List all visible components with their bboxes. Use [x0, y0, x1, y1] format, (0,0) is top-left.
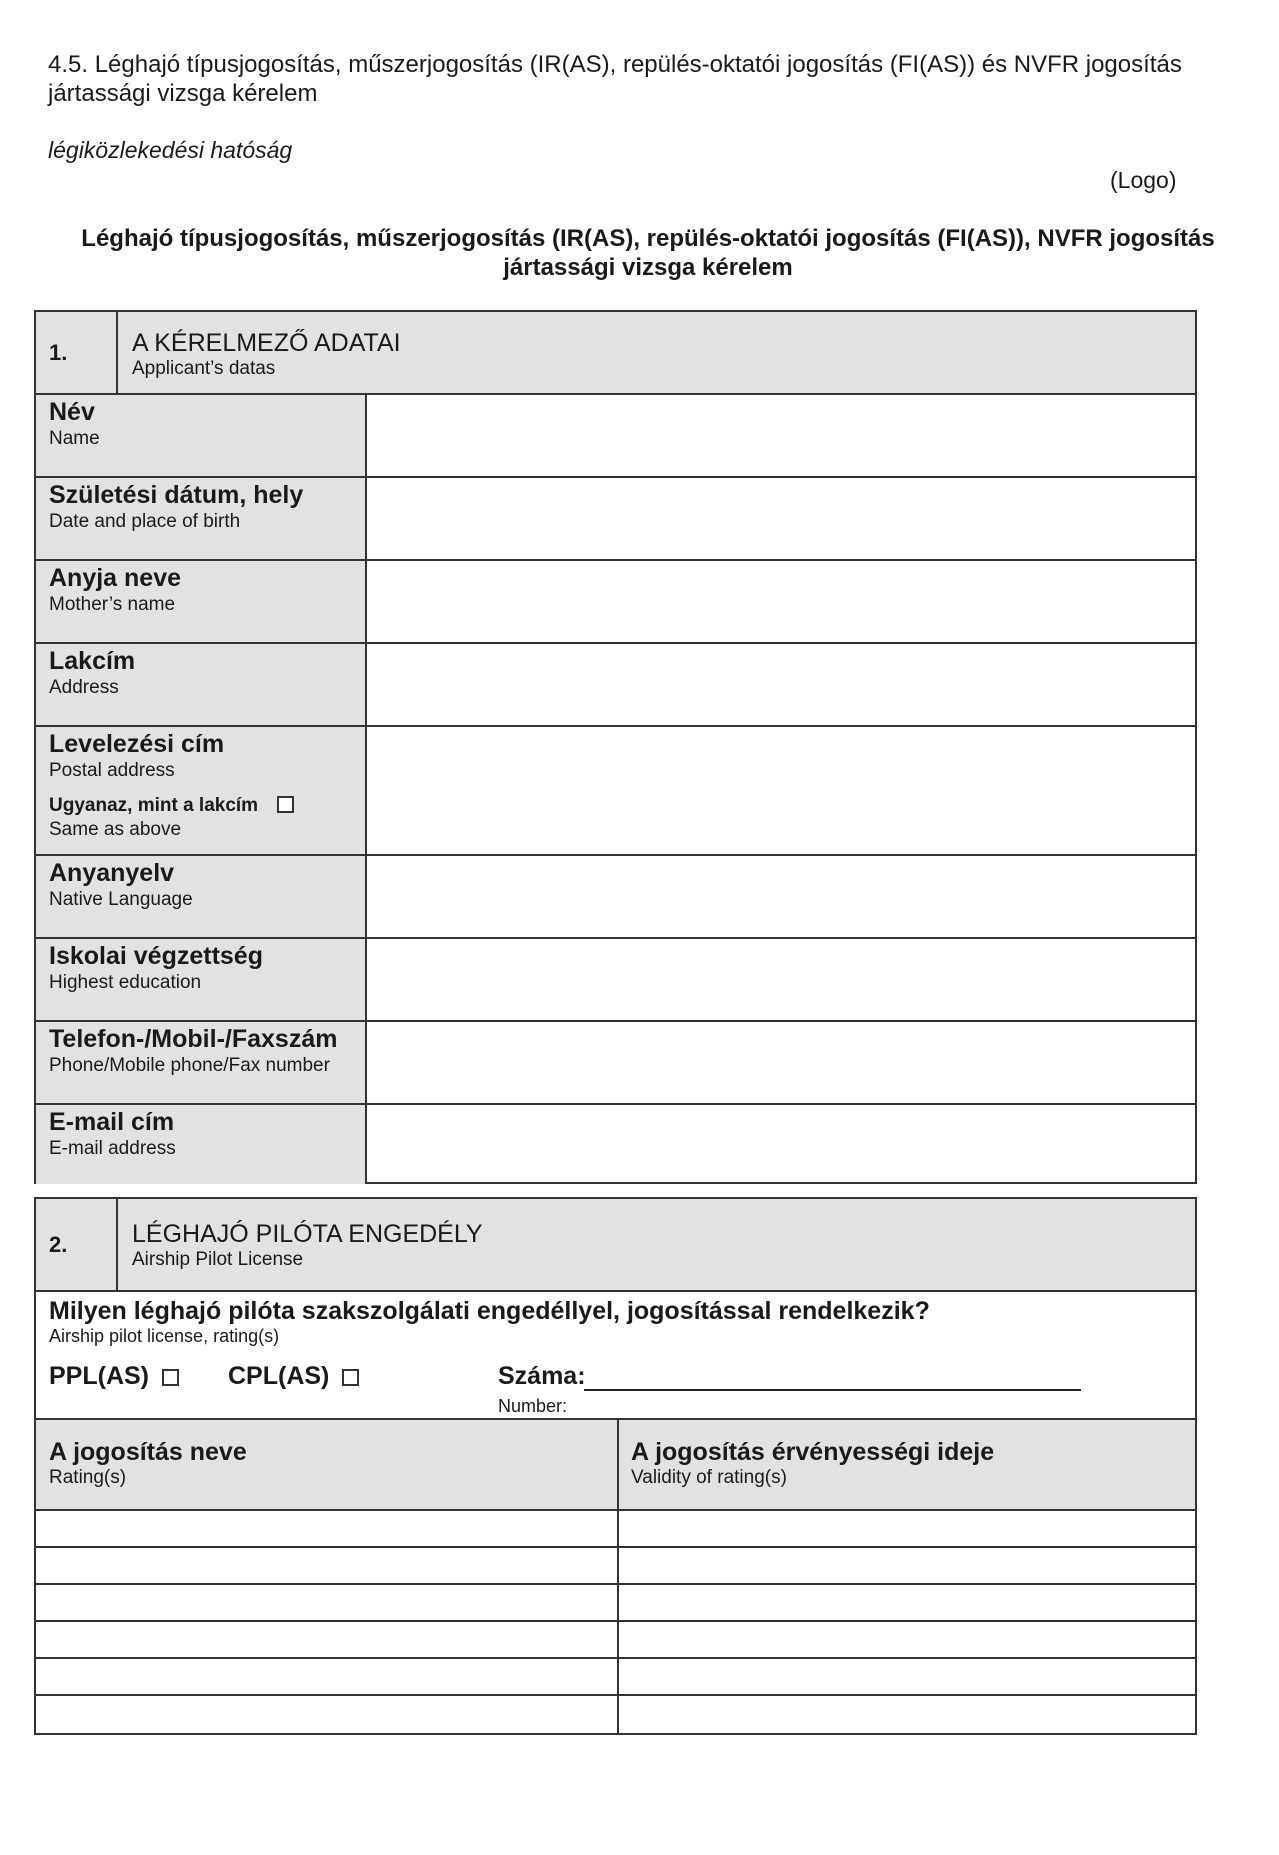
- cpl-checkbox[interactable]: [342, 1369, 359, 1386]
- logo-placeholder: (Logo): [1110, 167, 1177, 193]
- cpl-label: CPL(AS): [228, 1362, 330, 1390]
- postal-address-label: Levelezési cím Postal address Ugyanaz, mint a lakcím Same as above: [36, 727, 367, 854]
- education-label: Iskolai végzettség Highest education: [36, 939, 367, 1020]
- ppl-option[interactable]: [49, 1362, 179, 1391]
- license-question-row: [36, 1290, 1195, 1418]
- section2-subtitle: Airship Pilot License: [132, 1249, 304, 1270]
- same-as-above-checkbox[interactable]: [277, 796, 294, 813]
- email-label: E-mail cím E-mail address: [36, 1105, 367, 1184]
- rating-name-header: A jogosítás neve: [49, 1438, 247, 1466]
- table-row[interactable]: [36, 1546, 1195, 1583]
- address-label: Lakcím Address: [36, 644, 367, 725]
- section1-header: [36, 312, 1195, 393]
- section2-number: 2.: [36, 1199, 118, 1290]
- section1-title: A KÉRELMEZŐ ADATAI: [132, 329, 401, 357]
- native-language-row[interactable]: [36, 854, 1195, 937]
- name-row[interactable]: [36, 393, 1195, 476]
- birth-date-place-row[interactable]: [36, 476, 1195, 559]
- table-row[interactable]: [36, 1657, 1195, 1694]
- postal-address-row[interactable]: [36, 725, 1195, 854]
- document-heading-line1: 4.5. Léghajó típusjogosítás, műszerjogosítás (IR(AS), repülés-oktatói jogosítás (FI(AS)) és NVFR jogosítás: [48, 51, 1182, 78]
- mothers-name-label: Anyja neve Mother’s name: [36, 561, 367, 642]
- mothers-name-row[interactable]: [36, 559, 1195, 642]
- authority-name: légiközlekedési hatóság: [48, 137, 293, 163]
- section1-subtitle: Applicant’s datas: [132, 358, 276, 379]
- rating-validity-header-en: Validity of rating(s): [631, 1467, 787, 1488]
- table-row[interactable]: [36, 1583, 1195, 1620]
- document-heading: [48, 50, 1248, 108]
- same-as-above-en: Same as above: [49, 819, 182, 840]
- phone-row[interactable]: [36, 1020, 1195, 1103]
- name-label: Név Name: [36, 395, 367, 476]
- form-title-line1: Léghajó típusjogosítás, műszerjogosítás (IR(AS), repülés-oktatói jogosítás (FI(AS)), NVFR jogosítás: [81, 225, 1215, 252]
- same-as-above-label: Ugyanaz, mint a lakcím: [49, 795, 259, 816]
- cpl-option[interactable]: [228, 1362, 359, 1391]
- license-number-label: Száma:: [498, 1362, 586, 1390]
- email-row[interactable]: [36, 1103, 1195, 1184]
- rating-name-header-en: Rating(s): [49, 1467, 127, 1488]
- form-title-line2: jártassági vizsga kérelem: [503, 254, 793, 281]
- address-row[interactable]: [36, 642, 1195, 725]
- applicant-data-section: [34, 310, 1197, 1184]
- license-number-label-en: Number:: [498, 1396, 568, 1416]
- table-row[interactable]: [36, 1694, 1195, 1733]
- document-heading-line2: jártassági vizsga kérelem: [48, 80, 318, 107]
- phone-label: Telefon-/Mobil-/Faxszám Phone/Mobile phone/Fax number: [36, 1022, 367, 1103]
- ppl-label: PPL(AS): [49, 1362, 149, 1390]
- ppl-checkbox[interactable]: [162, 1369, 179, 1386]
- native-language-label: Anyanyelv Native Language: [36, 856, 367, 937]
- birth-date-place-label: Születési dátum, hely Date and place of birth: [36, 478, 367, 559]
- section1-number: 1.: [36, 312, 118, 393]
- pilot-license-section: [34, 1197, 1197, 1735]
- table-row[interactable]: [36, 1509, 1195, 1546]
- form-title: [40, 224, 1256, 282]
- education-row[interactable]: [36, 937, 1195, 1020]
- license-question: Milyen léghajó pilóta szakszolgálati engedéllyel, jogosítással rendelkezik?: [49, 1297, 930, 1325]
- section2-header: [36, 1199, 1195, 1290]
- section2-title: LÉGHAJÓ PILÓTA ENGEDÉLY: [132, 1220, 483, 1248]
- ratings-table-header: [36, 1418, 1195, 1509]
- license-number-field[interactable]: [584, 1389, 1081, 1391]
- license-question-en: Airship pilot license, rating(s): [49, 1326, 280, 1346]
- rating-validity-header: A jogosítás érvényességi ideje: [631, 1438, 995, 1466]
- table-row[interactable]: [36, 1620, 1195, 1657]
